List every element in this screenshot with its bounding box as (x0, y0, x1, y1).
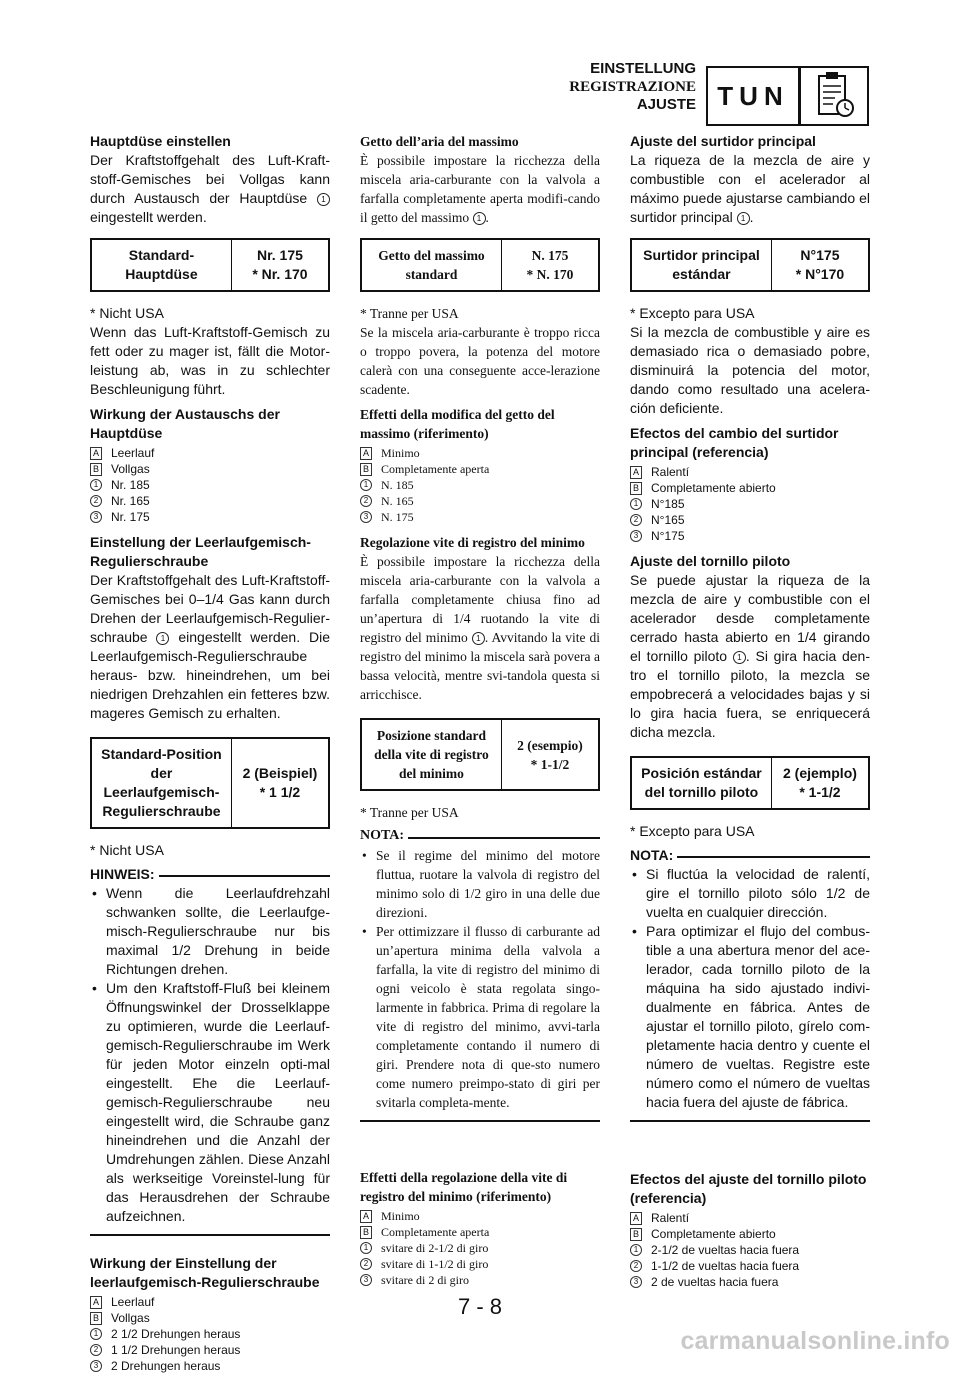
heading-main-jet: Hauptdüse einstellen (90, 133, 231, 149)
legend-text: Ralentí (651, 1211, 690, 1225)
text: È possibile impostare la ricchezza della miscela aria-carburante con la valvola a farfalla completamente chiusa fino ad un’apertura di 1/4 ruotando la vite di registro del minimo (360, 554, 600, 645)
legend-pilot-screw (360, 1208, 600, 1288)
heading-effects: Effetti della modifica del getto del massimo (riferimento) (360, 407, 555, 441)
legend-pilot-screw (630, 1210, 870, 1290)
ref-marker-1: 1 (473, 212, 486, 225)
marker-1: 1 (630, 1244, 642, 1256)
legend-item (90, 509, 330, 525)
legend-item (630, 528, 870, 544)
legend-item (630, 512, 870, 528)
legend-item (630, 1210, 870, 1226)
legend-item (360, 493, 600, 509)
note-label: NOTA: (360, 828, 405, 843)
spec-value: 2 (esempio) * 1-1/2 (501, 719, 599, 790)
note-text: Si fluctúa la velocidad de ralentí, gire el tornillo piloto sólo 1/2 de vuelta en cualquier dirección. (646, 866, 870, 920)
title-registrazione: REGISTRAZIONE (569, 79, 696, 95)
footnote: * Tranne per USA (360, 306, 459, 321)
marker-1: 1 (90, 479, 102, 491)
marker-1: 1 (90, 1328, 102, 1340)
heading-pilot-effects: Effetti della regolazione della vite di registro del minimo (riferimento) (360, 1170, 568, 1204)
legend-text: Nr. 175 (111, 510, 150, 524)
footnote: * Nicht USA (90, 842, 164, 858)
paragraph-pilot-screw (90, 571, 330, 723)
paragraph-pilot-screw (630, 571, 870, 742)
heading-main-jet: Ajuste del surtidor principal (630, 133, 816, 149)
footnote: * Excepto para USA (630, 823, 755, 839)
spec-value: 2 (ejemplo) * 1-1/2 (771, 757, 869, 809)
spec-label: Posición estándar del tornillo piloto (631, 757, 771, 809)
text: eingestellt werden. (90, 209, 207, 225)
marker-b: B (360, 463, 372, 476)
clipboard-stopwatch-icon (799, 66, 869, 126)
legend-text: N. 165 (381, 494, 414, 508)
marker-a: A (90, 1296, 102, 1309)
legend-item (360, 445, 600, 461)
legend-item (90, 445, 330, 461)
marker-1: 1 (630, 498, 642, 510)
note-item: • Per ottimizzare il flusso di carburante ad un’apertura minima della valvola a farfalla, la vite di registro del minimo di ogni veicolo è stata regolata singo-larmente in fabbrica. Prima di regolare la vite di registro del minimo, avvi-tarla completamente contando il numero di giri. Prendere nota di que-sto numero come numero preimpo-stato di giri per svitarla completa-mente. (362, 924, 600, 1110)
ref-marker-1: 1 (317, 193, 330, 206)
legend-text: 2 de vueltas hacia fuera (651, 1275, 779, 1289)
note-rule (677, 856, 870, 858)
ref-marker-1: 1 (733, 651, 746, 664)
legend-text: Completamente aperta (381, 1225, 490, 1239)
legend-item (360, 1224, 600, 1240)
note-label: HINWEIS: (90, 866, 155, 882)
legend-item (90, 1342, 330, 1358)
note-text: Se il regime del minimo del motore fluttua, ruotare la valvola di registro del minimo solo di 1/2 giro in una delle due direzioni. (376, 848, 600, 920)
legend-item (630, 464, 870, 480)
paragraph-effect: Wenn das Luft-Kraftstoff-Gemisch zu fett oder zu mager ist, fällt die Motor-leistung ab, was in zu schlechter Beschleunigung führt. (90, 324, 330, 397)
marker-b: B (630, 482, 642, 495)
marker-a: A (360, 447, 372, 460)
legend-item (90, 461, 330, 477)
paragraph-main-jet (360, 151, 600, 227)
legend-text: N°175 (651, 529, 685, 543)
section-code-box (706, 66, 800, 126)
note-item: • Para optimizar el flujo del combus-tible a una abertura menor del ace-lerador, cada tornillo piloto de la máquina ha sido ajustado indivi-dualmente en fábrica. Antes de ajustar el tornillo piloto, gírelo com-pletamente hacia dentro y cuente el número de vueltas. Registre este número como el número de vueltas hacia fuera del ajuste de fábrica. (632, 923, 870, 1110)
spec-label: Getto del massimo standard (361, 239, 501, 291)
legend-text: svitare di 1-1/2 di giro (381, 1257, 489, 1271)
legend-text: svitare di 2 di giro (381, 1273, 469, 1287)
section-code: TUN (717, 80, 789, 111)
text: È possibile impostare la ricchezza della miscela aria-carburante con la valvola a farfalla completamente aperta modifi-cando il getto del massimo (360, 153, 600, 225)
text: . Si gira hacia den-tro el tornillo piloto, la mezcla se empobrecerá a velocidades bajas y si lo gira hacia fuera, se enriquecerá dicha mezcla. (630, 648, 871, 740)
text: Der Kraftstoffgehalt des Luft-Kraft-stoff-Gemisches bei Vollgas kann durch Austausch der Hauptdüse (90, 152, 330, 206)
page-number: 7 - 8 (457, 1294, 503, 1319)
footnote: * Tranne per USA (360, 805, 459, 820)
heading-pilot-effects: Wirkung der Einstellung der leerlaufgemisch-Regulierschraube (90, 1255, 320, 1290)
note-text: Per ottimizzare il flusso di carburante ad un’apertura minima della valvola a farfalla, la vite di registro del minimo di ogni veicolo è stata regolata singo-larmente in fabbrica. Prima di regolare la vite di registro del minimo, avvi-tarla completamente contando il numero di giri. Prendere nota di que-sto numero come numero preimpo-stato di giri per svitarla completa-mente. (376, 924, 600, 1110)
legend-item (360, 1272, 600, 1288)
column-german (90, 132, 330, 1374)
marker-1: 1 (360, 479, 372, 491)
legend-text: N°165 (651, 513, 685, 527)
ref-marker-1: 1 (737, 212, 750, 225)
marker-1: 1 (360, 1242, 372, 1254)
paragraph-effect: Si la mezcla de combustible y aire es demasiado rica o demasiado pobre, disminuirá la potencia del motor, dando como resultado una acelera-ción deficiente. (630, 324, 870, 416)
legend-text: N. 175 (381, 510, 414, 524)
legend-item (630, 480, 870, 496)
legend-text: Nr. 165 (111, 494, 150, 508)
legend-text: Vollgas (111, 462, 150, 476)
legend-text: Leerlauf (111, 446, 155, 460)
section-titles (569, 60, 696, 114)
legend-item (360, 1256, 600, 1272)
legend-item (360, 461, 600, 477)
legend-text: Leerlauf (111, 1295, 155, 1309)
footnote: * Excepto para USA (630, 305, 755, 321)
legend-text: 2-1/2 de vueltas hacia fuera (651, 1243, 800, 1257)
column-spanish (630, 132, 870, 1290)
legend-text: Completamente aperta (381, 462, 490, 476)
note-label: NOTA: (630, 847, 674, 863)
legend-item (90, 1326, 330, 1342)
watermark: carmanualsonline.info (680, 1327, 950, 1355)
legend-text: Completamente abierto (651, 481, 776, 495)
note-rule (159, 875, 330, 877)
legend-item (630, 496, 870, 512)
note-text: Para optimizar el flujo del combus-tible a una abertura menor del ace-lerador, cada tornillo piloto de la máquina ha sido ajustado indivi-dualmente en fábrica. Antes de ajustar el tornillo piloto, gírelo com-pletamente hacia dentro y cuente el número de vueltas. Registre este número como el número de vueltas hacia fuera del ajuste de fábrica. (646, 923, 870, 1110)
note-list (630, 865, 870, 1112)
spec-label: Posizione standard della vite di registro del minimo (361, 719, 501, 790)
legend-text: N°185 (651, 497, 685, 511)
legend-text: Completamente abierto (651, 1227, 776, 1241)
spec-value: 2 (Beispiel) * 1 1/2 (231, 738, 329, 828)
legend-item (360, 477, 600, 493)
marker-2: 2 (360, 495, 372, 507)
text: eingestellt werden. Die Leerlaufgemisch-Regulierschraube heraus- bzw. hineindrehen, um bei niedrigen Drehzahlen ein fetteres bzw. mageres Gemisch zu erhalten. (90, 629, 331, 721)
legend-text: N. 185 (381, 478, 414, 492)
note-header (360, 828, 600, 844)
paragraph-main-jet (90, 151, 330, 227)
note-end-rule (360, 1120, 600, 1122)
marker-3: 3 (90, 1360, 102, 1372)
marker-2: 2 (630, 514, 642, 526)
spec-value: N°175 * N°170 (771, 239, 869, 291)
legend-item (90, 493, 330, 509)
note-end-rule (630, 1120, 870, 1122)
marker-a: A (360, 1210, 372, 1223)
footnote: * Nicht USA (90, 305, 164, 321)
paragraph-pilot-screw (360, 552, 600, 704)
spec-label: Standard-Position der Leerlaufgemisch-Regulierschraube (91, 738, 231, 828)
heading-effects: Wirkung der Austauschs der Hauptdüse (90, 406, 280, 441)
text: La riqueza de la mezcla de aire y combustible con el acelerador al máximo puede ajustarse cambiando el surtidor principal (630, 152, 870, 225)
heading-pilot-screw: Ajuste del tornillo piloto (630, 553, 791, 569)
heading-main-jet: Getto dell’aria del massimo (360, 134, 519, 149)
legend-text: 1-1/2 de vueltas hacia fuera (651, 1259, 800, 1273)
legend-item (630, 1242, 870, 1258)
text: Der Kraftstoffgehalt des Luft-Kraftstoff-Gemisches bei 0–1/4 Gas kann durch Drehen der Leerlaufgemisch-Regulier-schraube (90, 572, 330, 645)
marker-2: 2 (630, 1260, 642, 1272)
legend-text: Ralentí (651, 465, 690, 479)
legend-text: Nr. 185 (111, 478, 150, 492)
heading-pilot-screw: Regolazione vite di registro del minimo (360, 535, 585, 550)
spec-table-main-jet (360, 238, 600, 292)
legend-item (630, 1258, 870, 1274)
note-list (360, 846, 600, 1112)
marker-3: 3 (360, 1274, 372, 1286)
legend-text: Minimo (381, 446, 420, 460)
note-header (90, 866, 330, 882)
legend-item (90, 477, 330, 493)
marker-a: A (630, 466, 642, 479)
paragraph-effect: Se la miscela aria-carburante è troppo ricca o troppo povera, la potenza del motore calerà con una conseguente acce-lerazione scadente. (360, 325, 600, 397)
legend-item (630, 1274, 870, 1290)
marker-3: 3 (630, 1276, 642, 1288)
title-einstellung: EINSTELLUNG (590, 60, 696, 77)
note-text: Um den Kraftstoff-Fluß bei kleinem Öffnungswinkel der Drosselklappe zu optimieren, wurde die Leerlauf-gemisch-Regulierschraube im Werk für jeden Motor einzeln opti-mal eingestellt. Ehe die Leerlauf-gemisch-Regulierschraube neu eingestellt wird, die Schraube ganz hineindrehen und die Anzahl der Umdrehungen zählen. Diese Anzahl als werkseitige Voreinstel-lung für das Herausdrehen der Schraube aufzeichnen. (106, 980, 330, 1224)
text: . (485, 210, 489, 225)
spec-table-pilot-screw (360, 718, 600, 791)
legend-main-jet (360, 445, 600, 525)
paragraph-main-jet (630, 151, 870, 227)
ref-marker-1: 1 (472, 632, 485, 645)
marker-b: B (90, 1312, 102, 1325)
text: . Avvitando la vite di registro del minimo la miscela sarà povera a bassa velocità, mentre svi-tandola questa si arricchisce. (360, 630, 601, 702)
text: Se puede ajustar la riqueza de la mezcla de aire y combustible con el acelerador desde completamente cerrado hasta abierto en 1/4 girando el tornillo piloto (630, 572, 870, 664)
note-item: • Um den Kraftstoff-Fluß bei kleinem Öffnungswinkel der Drosselklappe zu optimieren, wurde die Leerlauf-gemisch-Regulierschraube im Werk für jeden Motor einzeln opti-mal eingestellt. Ehe die Leerlauf-gemisch-Regulierschraube neu eingestellt wird, die Schraube ganz hineindrehen und die Anzahl der Umdrehungen zählen. Diese Anzahl als werkseitige Voreinstel-lung für das Herausdrehen der Schraube aufzeichnen. (92, 980, 330, 1224)
column-italian (360, 132, 600, 1288)
marker-b: B (630, 1228, 642, 1241)
legend-text: Vollgas (111, 1311, 150, 1325)
spec-table-main-jet (630, 238, 870, 292)
heading-pilot-effects: Efectos del ajuste del tornillo piloto (referencia) (630, 1171, 867, 1206)
legend-item (360, 509, 600, 525)
legend-text: Minimo (381, 1209, 420, 1223)
title-ajuste: AJUSTE (636, 96, 696, 113)
marker-b: B (90, 463, 102, 476)
marker-b: B (360, 1226, 372, 1239)
legend-item (630, 1226, 870, 1242)
spec-table-pilot-screw (630, 756, 870, 810)
spec-table-pilot-screw (90, 737, 330, 829)
marker-a: A (90, 447, 102, 460)
legend-text: 2 1/2 Drehungen heraus (111, 1327, 241, 1341)
note-item: • Se il regime del minimo del motore fluttua, ruotare la valvola di registro del minimo solo di 1/2 giro in una delle due direzioni. (362, 848, 600, 920)
spec-value: N. 175 * N. 170 (501, 239, 599, 291)
marker-3: 3 (90, 511, 102, 523)
text: . (749, 209, 754, 225)
marker-2: 2 (360, 1258, 372, 1270)
legend-text: svitare di 2-1/2 di giro (381, 1241, 489, 1255)
legend-item (90, 1358, 330, 1374)
legend-main-jet (630, 464, 870, 544)
marker-a: A (630, 1212, 642, 1225)
note-rule (408, 837, 600, 839)
marker-3: 3 (630, 530, 642, 542)
spec-value: Nr. 175 * Nr. 170 (231, 239, 329, 291)
note-text: Wenn die Leerlaufdrehzahl schwanken sollte, die Leerlaufge-misch-Regulierschraube nur bis maximal 1/2 Drehung in beide Richtungen drehen. (106, 885, 330, 977)
ref-marker-1: 1 (156, 632, 169, 645)
heading-effects: Efectos del cambio del surtidor principal (referencia) (630, 425, 839, 460)
heading-pilot-screw: Einstellung der Leerlaufgemisch-Regulierschraube (90, 534, 311, 569)
spec-label: Surtidor principal estándar (631, 239, 771, 291)
legend-text: 1 1/2 Drehungen heraus (111, 1343, 241, 1357)
legend-item (360, 1240, 600, 1256)
spec-table-main-jet (90, 238, 330, 292)
legend-item (360, 1208, 600, 1224)
spec-label: Standard-Hauptdüse (91, 239, 231, 291)
note-item: • Wenn die Leerlaufdrehzahl schwanken sollte, die Leerlaufge-misch-Regulierschraube nur bis maximal 1/2 Drehung in beide Richtungen drehen. (92, 885, 330, 977)
marker-2: 2 (90, 495, 102, 507)
note-item: • Si fluctúa la velocidad de ralentí, gire el tornillo piloto sólo 1/2 de vuelta en cualquier dirección. (632, 866, 870, 920)
marker-3: 3 (360, 511, 372, 523)
note-end-rule (90, 1234, 330, 1236)
note-header (630, 847, 870, 863)
legend-main-jet (90, 445, 330, 525)
note-list (90, 884, 330, 1226)
legend-text: 2 Drehungen heraus (111, 1359, 221, 1373)
marker-2: 2 (90, 1344, 102, 1356)
